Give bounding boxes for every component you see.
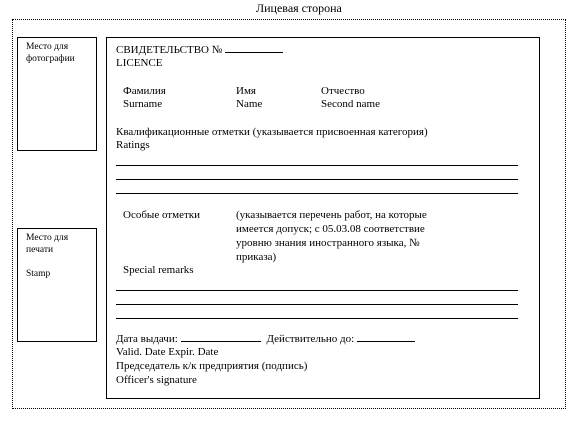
- name-label-en: Name: [236, 98, 263, 110]
- licence-number-blank: [225, 43, 283, 53]
- stamp-placeholder-label-en: Stamp: [26, 269, 51, 279]
- licence-heading-ru: СВИДЕТЕЛЬСТВО №: [116, 44, 223, 56]
- ratings-label-ru: Квалификационные отметки (указывается присвоенная категория): [116, 126, 428, 138]
- ratings-line-2: [116, 179, 518, 180]
- special-remarks-label-en: Special remarks: [123, 264, 194, 276]
- issue-date-label: Дата выдачи:: [116, 333, 178, 345]
- stamp-placeholder-box: [17, 228, 97, 342]
- signature-label-en: Officer's signature: [116, 374, 197, 386]
- issue-date-blank: [181, 332, 261, 342]
- name-label-ru: Имя: [236, 85, 256, 97]
- surname-label-en: Surname: [123, 98, 163, 110]
- special-remarks-note-2: имеется допуск; с 05.03.08 соответствие: [236, 223, 425, 235]
- licence-form-box: [106, 37, 540, 399]
- signature-label-ru: Председатель к/к предприятия (подпись): [116, 360, 308, 372]
- special-remarks-line-3: [116, 318, 518, 319]
- licence-heading-en: LICENCE: [116, 57, 163, 69]
- ratings-label-en: Ratings: [116, 139, 150, 151]
- licence-number-row: [116, 43, 283, 57]
- special-remarks-note-4: приказа): [236, 251, 277, 263]
- special-remarks-line-1: [116, 290, 518, 291]
- valid-until-label: Действительно до:: [266, 333, 355, 345]
- special-remarks-line-2: [116, 304, 518, 305]
- surname-label-ru: Фамилия: [123, 85, 166, 97]
- second-name-label-ru: Отчество: [321, 85, 365, 97]
- second-name-label-en: Second name: [321, 98, 380, 110]
- stamp-placeholder-label-1: Место для: [26, 233, 69, 243]
- stamp-placeholder-label-2: печати: [26, 245, 54, 255]
- photo-placeholder-label-2: фотографии: [26, 54, 75, 64]
- valid-until-blank: [357, 332, 415, 342]
- special-remarks-note-1: (указывается перечень работ, на которые: [236, 209, 427, 221]
- ratings-line-3: [116, 193, 518, 194]
- special-remarks-note-3: уровню знания иностранного языка, №: [236, 237, 420, 249]
- dates-row: [116, 332, 415, 346]
- photo-placeholder-box: [17, 37, 97, 151]
- photo-placeholder-label-1: Место для: [26, 42, 69, 52]
- page-title: Лицевая сторона: [256, 1, 342, 15]
- ratings-line-1: [116, 165, 518, 166]
- special-remarks-label-ru: Особые отметки: [123, 209, 200, 221]
- dates-label-en: Valid. Date Expir. Date: [116, 346, 219, 358]
